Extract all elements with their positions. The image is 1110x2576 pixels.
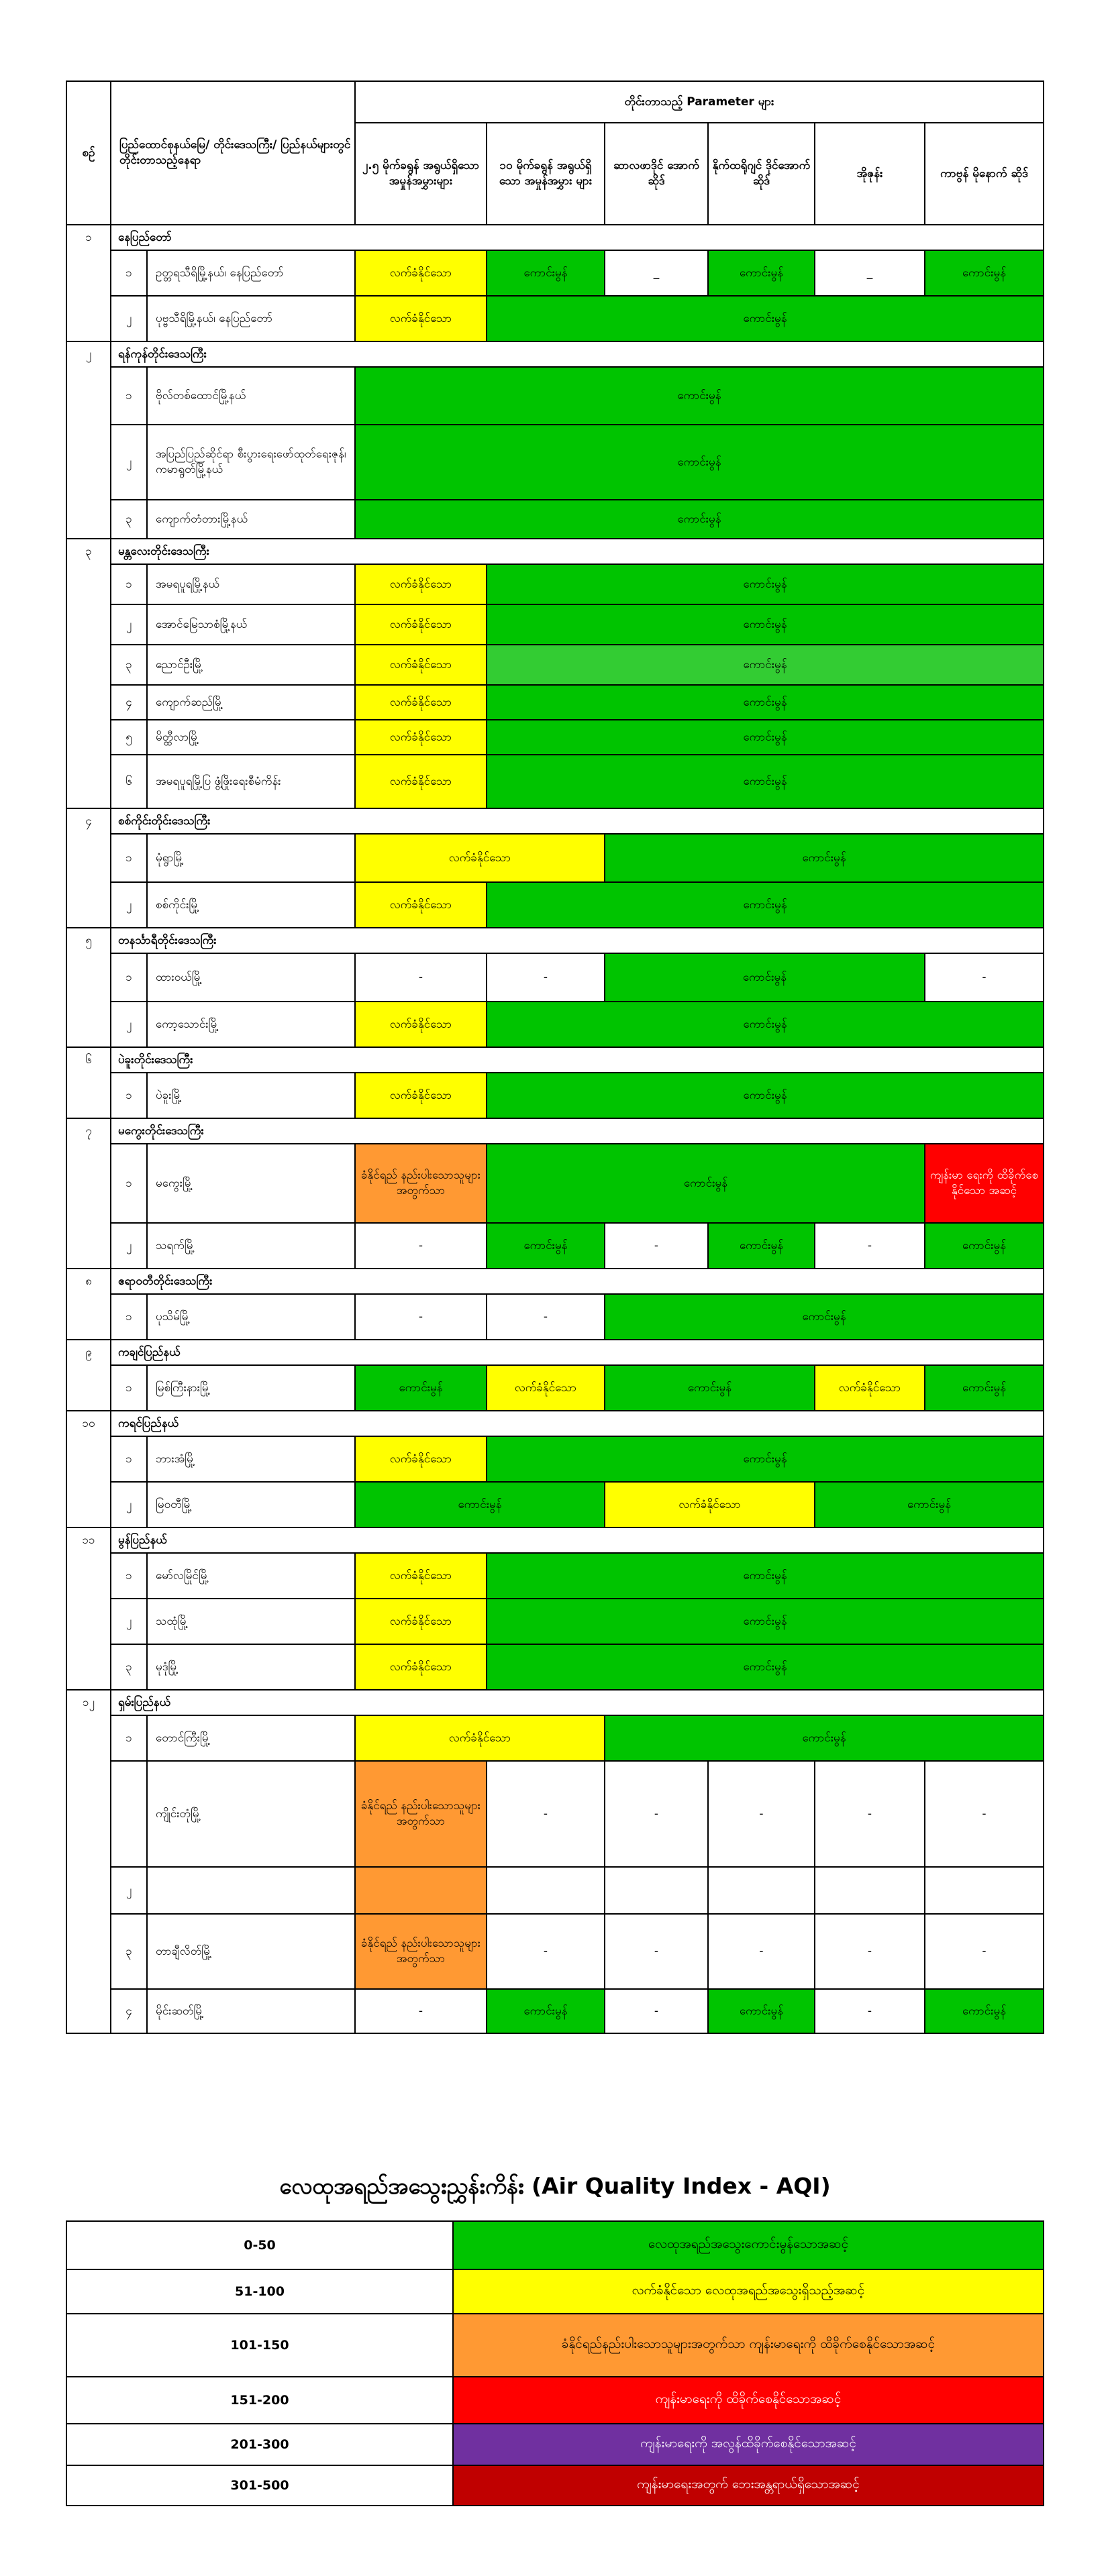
pm25-status: လက်ခံနိုင်သော [355, 1644, 487, 1690]
aqi-title: လေထုအရည်အသွေးညွှန်းကိန်း (Air Quality Index - AQI) [279, 2173, 831, 2199]
station-name: တောင်ကြီးမြို့ [147, 1715, 355, 1761]
gas-params-status: ကောင်းမွန် [605, 1294, 1044, 1340]
station-row [66, 1599, 1044, 1644]
aqi-level-row [66, 2269, 1044, 2314]
pm10-status: - [487, 1761, 605, 1867]
gas-params-status: ကောင်းမွန် [605, 834, 1044, 882]
station-name: ဗိုလ်တစ်ထောင်မြို့နယ် [147, 367, 355, 425]
aqi-range: 51-100 [66, 2269, 453, 2314]
region-row [66, 539, 1044, 564]
so2-status: - [605, 1223, 708, 1269]
aqi-level-row [66, 2424, 1044, 2465]
station-row [66, 500, 1044, 539]
station-row [66, 250, 1044, 296]
so2-no2-status: ကောင်းမွန် [605, 1365, 815, 1411]
station-number: ၂ [111, 882, 147, 928]
empty-cell [708, 1867, 815, 1914]
station-number: ၁ [111, 564, 147, 604]
pm25-status: လက်ခံနိုင်သော [355, 296, 487, 341]
pm25-status: - [355, 1989, 487, 2033]
region-number: ၁၀ [66, 1411, 111, 1436]
station-name: သရက်မြို့ [147, 1223, 355, 1269]
aqi-description: ကျန်းမာရေးကို ထိခိုက်စေနိုင်သောအဆင့် [453, 2377, 1044, 2424]
pm25-status: လက်ခံနိုင်သော [355, 1599, 487, 1644]
o3-status: - [815, 1989, 925, 2033]
pm25-status: လက်ခံနိုင်သော [355, 685, 487, 720]
region-number: ၆ [66, 1047, 111, 1073]
region-name: ကချင်ပြည်နယ် [111, 1340, 1044, 1365]
region-number: ၁၁ [66, 1527, 111, 1553]
station-number: ၃ [111, 645, 147, 685]
station-row [66, 604, 1044, 645]
no2-status: - [708, 1761, 815, 1867]
no-header: စဉ် [66, 81, 111, 225]
station-row [66, 1989, 1044, 2033]
pm25-status: လက်ခံနိုင်သော [355, 250, 487, 296]
pm25-status: - [355, 1294, 487, 1340]
region-spacer [66, 1144, 111, 1223]
pm-status: လက်ခံနိုင်သော [355, 834, 605, 882]
aqi-range: 301-500 [66, 2465, 453, 2506]
station-row [66, 1867, 1044, 1914]
param-pm10: ၁၀ မိုက်ခရွန် အရွယ်ရှိသော အမှုန်အမွှား များ [487, 123, 605, 225]
region-spacer [66, 250, 111, 296]
pm25-status: ခံနိုင်ရည် နည်းပါးသောသူများ အတွက်သာ [355, 1761, 487, 1867]
station-row [66, 425, 1044, 500]
so2-status: - [605, 1761, 708, 1867]
region-name: နေပြည်တော် [111, 225, 1044, 250]
so2-no2-status: လက်ခံနိုင်သော [605, 1482, 815, 1527]
region-spacer [66, 834, 111, 882]
region-spacer [66, 882, 111, 928]
co-status: - [925, 953, 1044, 1002]
region-spacer [66, 1644, 111, 1690]
region-spacer [66, 685, 111, 720]
station-number: ၁ [111, 1553, 147, 1599]
region-spacer [66, 1715, 111, 1761]
station-row [66, 367, 1044, 425]
station-number: ၂ [111, 296, 147, 341]
region-spacer [66, 564, 111, 604]
station-row [66, 1644, 1044, 1690]
other-params-status: ကောင်းမွန် [487, 564, 1044, 604]
station-name: မြဝတီမြို့ [147, 1482, 355, 1527]
aqi-description: ခံနိုင်ရည်နည်းပါးသောသူများအတွက်သာ ကျန်းမာရေးကို ထိခိုက်စေနိုင်သောအဆင့် [453, 2314, 1044, 2377]
o3-co-status: ကောင်းမွန် [815, 1482, 1044, 1527]
pm-status: လက်ခံနိုင်သော [355, 1715, 605, 1761]
station-number: ၂ [111, 1599, 147, 1644]
station-number: ၁ [111, 1365, 147, 1411]
station-name: စစ်ကိုင်းမြို့ [147, 882, 355, 928]
o3-status: - [815, 1761, 925, 1867]
station-row [66, 882, 1044, 928]
params-title: တိုင်းတာသည့် Parameter များ [355, 81, 1044, 123]
station-name: ဥတ္တရသီရိမြို့နယ်၊ နေပြည်တော် [147, 250, 355, 296]
station-row [66, 1553, 1044, 1599]
station-number: ၁ [111, 1144, 147, 1223]
air-quality-table-container [66, 80, 1043, 2034]
region-number: ၅ [66, 928, 111, 953]
station-row [66, 834, 1044, 882]
station-name: အမရပူရမြို့ပြ ဖွံ့ဖြိုးရေးစီမံကိန်း [147, 755, 355, 808]
other-params-status: ကောင်းမွန် [487, 1553, 1044, 1599]
co-status: ကောင်းမွန် [925, 1365, 1044, 1411]
region-spacer [66, 425, 111, 500]
pm25-status: လက်ခံနိုင်သော [355, 1553, 487, 1599]
station-name: ကျိုင်းတုံမြို့ [147, 1761, 355, 1867]
station-name: အပြည်ပြည်ဆိုင်ရာ စီးပွားရေးဖော်ထုတ်ရေးဇုန်၊ ကမာရွတ်မြို့နယ် [147, 425, 355, 500]
region-spacer [66, 1073, 111, 1118]
region-number: ၇ [66, 1118, 111, 1144]
region-spacer [66, 1365, 111, 1411]
empty-cell [605, 1867, 708, 1914]
station-row [66, 564, 1044, 604]
pm10-status: - [487, 953, 605, 1002]
station-number: ၁ [111, 367, 147, 425]
region-row [66, 928, 1044, 953]
station-name: မကွေးမြို့ [147, 1144, 355, 1223]
station-number: ၁ [111, 1715, 147, 1761]
station-row [66, 1482, 1044, 1527]
station-name: တာချီလိတ်မြို့ [147, 1914, 355, 1989]
station-row [66, 1365, 1044, 1411]
mid-params-status: ကောင်းမွန် [487, 1144, 925, 1223]
station-number: ၅ [111, 720, 147, 755]
station-row [66, 1436, 1044, 1482]
station-row [66, 720, 1044, 755]
other-params-status: ကောင်းမွန် [487, 1002, 1044, 1047]
region-spacer [66, 1223, 111, 1269]
station-name: မိုင်းဆတ်မြို့ [147, 1989, 355, 2033]
station-row [66, 296, 1044, 341]
region-name: မန္တလေးတိုင်းဒေသကြီး [111, 539, 1044, 564]
station-number: ၂ [111, 604, 147, 645]
station-number: ၂ [111, 425, 147, 500]
other-params-status: ကောင်းမွန် [487, 685, 1044, 720]
region-row [66, 341, 1044, 367]
region-spacer [66, 1867, 111, 1914]
aqi-level-row [66, 2314, 1044, 2377]
pm25-status: လက်ခံနိုင်သော [355, 882, 487, 928]
so2-status: _ [605, 250, 708, 296]
station-number [111, 1761, 147, 1867]
other-params-status: ကောင်းမွန် [487, 1073, 1044, 1118]
other-params-status: ကောင်းမွန် [487, 720, 1044, 755]
station-name: မုဒုံမြို့ [147, 1644, 355, 1690]
region-name: စစ်ကိုင်းတိုင်းဒေသကြီး [111, 808, 1044, 834]
pm10-status: လက်ခံနိုင်သော [487, 1365, 605, 1411]
region-name: မွန်ပြည်နယ် [111, 1527, 1044, 1553]
region-row [66, 1411, 1044, 1436]
aqi-range: 0-50 [66, 2221, 453, 2269]
region-row [66, 1340, 1044, 1365]
other-params-status: ကောင်းမွန် [487, 1599, 1044, 1644]
region-spacer [66, 1599, 111, 1644]
station-number: ၂ [111, 1867, 147, 1914]
station-name: မြစ်ကြီးနားမြို့ [147, 1365, 355, 1411]
region-number: ၂ [66, 341, 111, 367]
station-row [66, 645, 1044, 685]
station-row [66, 685, 1044, 720]
station-name: ပဲခူးမြို့ [147, 1073, 355, 1118]
station-name: ညောင်ဦးမြို့ [147, 645, 355, 685]
region-row [66, 1269, 1044, 1294]
co-status: - [925, 1914, 1044, 1989]
empty-cell [815, 1867, 925, 1914]
region-number: ၁၂ [66, 1690, 111, 1715]
station-row [66, 1223, 1044, 1269]
station-name: သထုံမြို့ [147, 1599, 355, 1644]
region-spacer [66, 953, 111, 1002]
region-spacer [66, 1482, 111, 1527]
other-params-status: ကောင်းမွန် [487, 1436, 1044, 1482]
region-name: ဧရာဝတီတိုင်းဒေသကြီး [111, 1269, 1044, 1294]
all-params-status: ကောင်းမွန် [355, 367, 1044, 425]
station-row [66, 1914, 1044, 1989]
station-number: ၁ [111, 834, 147, 882]
empty-cell [925, 1867, 1044, 1914]
all-params-status: ကောင်းမွန် [355, 500, 1044, 539]
station-number: ၁ [111, 953, 147, 1002]
co-status: ကောင်းမွန် [925, 1223, 1044, 1269]
pm25-status: လက်ခံနိုင်သော [355, 1436, 487, 1482]
station-row [66, 1715, 1044, 1761]
region-number: ၉ [66, 1340, 111, 1365]
region-spacer [66, 1761, 111, 1867]
no2-status: ကောင်းမွန် [708, 1989, 815, 2033]
station-name: မုံရွာမြို့ [147, 834, 355, 882]
region-row [66, 1527, 1044, 1553]
so2-status: - [605, 1914, 708, 1989]
station-name: ပုသိမ်မြို့ [147, 1294, 355, 1340]
gas-params-status: ကောင်းမွန် [605, 1715, 1044, 1761]
station-number: ၆ [111, 755, 147, 808]
region-number: ၄ [66, 808, 111, 834]
pm10-status: - [487, 1294, 605, 1340]
pm10-status: ကောင်းမွန် [487, 1989, 605, 2033]
region-spacer [66, 1294, 111, 1340]
region-spacer [66, 1989, 111, 2033]
aqi-description: လက်ခံနိုင်သော လေထုအရည်အသွေးရှိသည့်အဆင့် [453, 2269, 1044, 2314]
param-pm25: ၂.၅ မိုက်ခရွန် အရွယ်ရှိသော အမှုန်အမွှားများ [355, 123, 487, 225]
air-quality-table [66, 80, 1044, 2034]
pm-status: ကောင်းမွန် [355, 1482, 605, 1527]
station-number: ၃ [111, 1644, 147, 1690]
region-spacer [66, 720, 111, 755]
region-number: ၁ [66, 225, 111, 250]
pm25-status: - [355, 1223, 487, 1269]
station-row [66, 1002, 1044, 1047]
gas-params-status: ကောင်းမွန် [605, 953, 925, 1002]
no2-status: ကောင်းမွန် [708, 250, 815, 296]
region-spacer [66, 1436, 111, 1482]
station-name-empty [147, 1867, 355, 1914]
empty-cell [487, 1867, 605, 1914]
station-row [66, 1761, 1044, 1867]
pm25-status: ခံနိုင်ရည် နည်းပါးသောသူများ အတွက်သာ [355, 1914, 487, 1989]
station-name: ကျောက်ဆည်မြို့ [147, 685, 355, 720]
param-no2: နိုက်ထရိုဂျင် ဒိုင်အောက် ဆိုဒ် [708, 123, 815, 225]
pm25-status: လက်ခံနိုင်သော [355, 604, 487, 645]
station-name: ဘားအံမြို့ [147, 1436, 355, 1482]
region-row [66, 1047, 1044, 1073]
all-params-status: ကောင်းမွန် [355, 425, 1044, 500]
pm25-status: ကောင်းမွန် [355, 1365, 487, 1411]
region-spacer [66, 1002, 111, 1047]
station-row [66, 1294, 1044, 1340]
co-status: ကောင်းမွန် [925, 1989, 1044, 2033]
aqi-range: 151-200 [66, 2377, 453, 2424]
station-number: ၄ [111, 1989, 147, 2033]
location-header: ပြည်ထောင်စုနယ်မြေ/ တိုင်းဒေသကြီး/ ပြည်နယ်များတွင် တိုင်းတာသည့်နေရာ [111, 81, 355, 225]
station-number: ၁ [111, 1436, 147, 1482]
aqi-description: လေထုအရည်အသွေးကောင်းမွန်သောအဆင့် [453, 2221, 1044, 2269]
other-params-status: ကောင်းမွန် [487, 604, 1044, 645]
aqi-range: 101-150 [66, 2314, 453, 2377]
o3-status: - [815, 1223, 925, 1269]
region-spacer [66, 367, 111, 425]
aqi-level-row [66, 2377, 1044, 2424]
region-name: ကရင်ပြည်နယ် [111, 1411, 1044, 1436]
other-params-status: ကောင်းမွန် [487, 755, 1044, 808]
region-row [66, 808, 1044, 834]
station-row [66, 1144, 1044, 1223]
other-params-status: ကောင်းမွန် [487, 645, 1044, 685]
station-number: ၁ [111, 250, 147, 296]
station-name: ကျောက်တံတားမြို့နယ် [147, 500, 355, 539]
station-name: ပုဗ္ဗသီရိမြို့နယ်၊ နေပြည်တော် [147, 296, 355, 341]
region-spacer [66, 755, 111, 808]
pm25-status: လက်ခံနိုင်သော [355, 1073, 487, 1118]
co-status: - [925, 1761, 1044, 1867]
aqi-description: ကျန်းမာရေးအတွက် ဘေးအန္တရာယ်ရှိသောအဆင့် [453, 2465, 1044, 2506]
o3-status: _ [815, 250, 925, 296]
station-number: ၁ [111, 1073, 147, 1118]
region-name: ပဲခူးတိုင်းဒေသကြီး [111, 1047, 1044, 1073]
pm25-status: - [355, 953, 487, 1002]
station-number: ၂ [111, 1223, 147, 1269]
station-name: အမရပူရမြို့နယ် [147, 564, 355, 604]
aqi-description: ကျန်းမာရေးကို အလွန်ထိခိုက်စေနိုင်သောအဆင့် [453, 2424, 1044, 2465]
station-row [66, 1073, 1044, 1118]
station-name: ထားဝယ်မြို့ [147, 953, 355, 1002]
aqi-range: 201-300 [66, 2424, 453, 2465]
region-name: ရန်ကုန်တိုင်းဒေသကြီး [111, 341, 1044, 367]
param-so2: ဆာလဖာဒိုင် အောက်ဆိုဒ် [605, 123, 708, 225]
station-name: ကော့သောင်းမြို့ [147, 1002, 355, 1047]
station-name: မော်လမြိုင်မြို့ [147, 1553, 355, 1599]
region-number: ၃ [66, 539, 111, 564]
region-spacer [66, 1914, 111, 1989]
pm25-status-empty [355, 1867, 487, 1914]
region-spacer [66, 645, 111, 685]
region-row [66, 1118, 1044, 1144]
region-spacer [66, 604, 111, 645]
so2-status: - [605, 1989, 708, 2033]
param-o3: အိုဇုန်း [815, 123, 925, 225]
region-row [66, 1690, 1044, 1715]
region-spacer [66, 296, 111, 341]
pm25-status: လက်ခံနိုင်သော [355, 720, 487, 755]
region-number: ၈ [66, 1269, 111, 1294]
station-row [66, 755, 1044, 808]
o3-status: လက်ခံနိုင်သော [815, 1365, 925, 1411]
station-number: ၂ [111, 1482, 147, 1527]
aqi-level-row [66, 2465, 1044, 2506]
pm25-status: လက်ခံနိုင်သော [355, 1002, 487, 1047]
station-number: ၄ [111, 685, 147, 720]
other-params-status: ကောင်းမွန် [487, 1644, 1044, 1690]
region-name: မကွေးတိုင်းဒေသကြီး [111, 1118, 1044, 1144]
param-co: ကာဗွန် မိုနောက် ဆိုဒ် [925, 123, 1044, 225]
aqi-legend-table [66, 2220, 1044, 2506]
other-params-status: ကောင်းမွန် [487, 882, 1044, 928]
pm10-status: - [487, 1914, 605, 1989]
pm10-status: ကောင်းမွန် [487, 1223, 605, 1269]
co-status: ကောင်းမွန် [925, 250, 1044, 296]
pm10-status: ကောင်းမွန် [487, 250, 605, 296]
no2-status: ကောင်းမွန် [708, 1223, 815, 1269]
station-number: ၁ [111, 1294, 147, 1340]
pm25-status: လက်ခံနိုင်သော [355, 755, 487, 808]
region-name: ရှမ်းပြည်နယ် [111, 1690, 1044, 1715]
station-row [66, 953, 1044, 1002]
station-name: မိတ္ထီလာမြို့ [147, 720, 355, 755]
region-row [66, 225, 1044, 250]
pm25-status: ခံနိုင်ရည် နည်းပါးသောသူများ အတွက်သာ [355, 1144, 487, 1223]
o3-status: - [815, 1914, 925, 1989]
station-number: ၃ [111, 1914, 147, 1989]
header-row-top [66, 81, 1044, 123]
station-number: ၃ [111, 500, 147, 539]
aqi-level-row [66, 2221, 1044, 2269]
region-spacer [66, 1553, 111, 1599]
co-status: ကျန်းမာ ရေးကို ထိခိုက်စေနိုင်သော အဆင့် [925, 1144, 1044, 1223]
station-name: အောင်မြေသာစံမြို့နယ် [147, 604, 355, 645]
aqi-legend-container [66, 2220, 1043, 2506]
pm25-status: လက်ခံနိုင်သော [355, 564, 487, 604]
region-name: တနင်္သာရီတိုင်းဒေသကြီး [111, 928, 1044, 953]
region-spacer [66, 500, 111, 539]
no2-status: - [708, 1914, 815, 1989]
station-number: ၂ [111, 1002, 147, 1047]
pm25-status: လက်ခံနိုင်သော [355, 645, 487, 685]
other-params-status: ကောင်းမွန် [487, 296, 1044, 341]
